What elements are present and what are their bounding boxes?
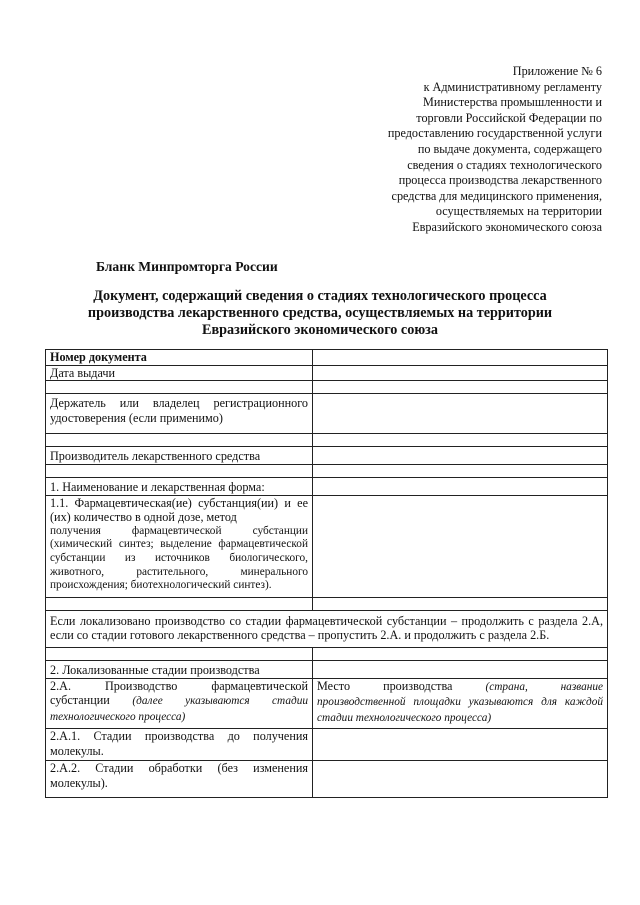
table-row [46,464,608,477]
section-1-1-detail: получения фармацевтической субстанции (химический синтез; выделение фармацевтической субстанции из источников биологического, животного, растительного, минерального происхождения; биотехнологический синтез). [50,524,308,592]
empty-cell [46,464,313,477]
appendix-line: сведения о стадиях технологического [407,157,602,172]
table-row [46,495,608,597]
table-row [46,394,608,434]
empty-cell [46,647,313,660]
blank-title: Бланк Минпромторга России [96,259,278,274]
section-1-1-value[interactable] [313,495,608,597]
empty-cell [46,597,313,610]
table-row [46,729,608,761]
section-1-1-label: 1.1. Фармацевтическая(ие) субстанция(ии) и ее (их) количество в одной дозе, метод [50,495,308,525]
table-row [46,434,608,447]
section-2a-label: 2.А. Производство фармацевтической субстанции [50,678,308,708]
appendix-header [342,64,602,236]
empty-cell [313,464,608,477]
doc-number-value[interactable] [313,350,608,366]
localization-note: Если локализовано производство со стадии фармацевтической субстанции – продолжить с раздела 2.А, если со стадии готового лекарственного средства – пропустить 2.А. и продолжить с раздела 2.Б. [46,610,608,647]
appendix-line: торговли Российской Федерации по [416,110,602,125]
appendix-line: предоставлению государственной услуги [387,126,602,141]
table-row [46,761,608,797]
table-row [46,678,608,729]
appendix-line: процесса производства лекарственного [398,173,602,188]
form-table [45,349,608,798]
section-1-1-cell [46,495,313,597]
manufacturer-label: Производитель лекарственного средства [46,447,313,465]
table-row [46,660,608,678]
holder-label: Держатель или владелец регистрационного удостоверения (если применимо) [46,394,313,434]
table-row [46,381,608,394]
table-row [46,447,608,465]
appendix-line: Евразийского экономического союза [412,219,602,234]
section-2a2-label: 2.А.2. Стадии обработки (без изменения молекулы). [46,761,313,797]
empty-cell [46,381,313,394]
table-row [46,610,608,647]
document-title-line: Документ, содержащий сведения о стадиях технологического процесса [93,288,547,304]
doc-number-label: Номер документа [46,350,313,366]
appendix-line: Приложение № 6 [512,64,602,78]
table-row [46,350,608,366]
section-2-value[interactable] [313,660,608,678]
section-1-label: 1. Наименование и лекарственная форма: [46,477,313,495]
holder-value[interactable] [313,394,608,434]
empty-cell [313,647,608,660]
section-1-value[interactable] [313,477,608,495]
appendix-line: осуществляемых на территории [435,204,602,219]
issue-date-value[interactable] [313,365,608,381]
section-2a-note: (далее указываются стадии технологического процесса) [50,695,308,723]
document-title [40,288,600,340]
location-header-cell [313,678,608,729]
section-2a1-label: 2.А.1. Стадии производства до получения молекулы. [46,729,313,761]
empty-cell [313,597,608,610]
appendix-line: к Административному регламенту [423,79,602,94]
document-title-line: производства лекарственного средства, осуществляемых на территории [87,305,553,322]
empty-cell [46,434,313,447]
section-2a2-value[interactable] [313,761,608,797]
empty-cell [313,381,608,394]
appendix-line: Министерства промышленности и [423,95,602,110]
section-2-label: 2. Локализованные стадии производства [46,660,313,678]
appendix-line: по выдаче документа, содержащего [417,141,602,156]
location-label: Место производства [317,678,453,693]
location-note: (страна, название производственной площадки указываются для каждой стадии технологического процесса) [317,680,603,724]
empty-cell [313,434,608,447]
manufacturer-value[interactable] [313,447,608,465]
document-title-line: Евразийского экономического союза [202,322,438,339]
section-2a1-value[interactable] [313,729,608,761]
table-row [46,365,608,381]
issue-date-label: Дата выдачи [46,365,313,381]
table-row [46,597,608,610]
table-row [46,647,608,660]
table-row [46,477,608,495]
section-2a-cell [46,678,313,729]
appendix-line: средства для медицинского применения, [391,188,602,203]
